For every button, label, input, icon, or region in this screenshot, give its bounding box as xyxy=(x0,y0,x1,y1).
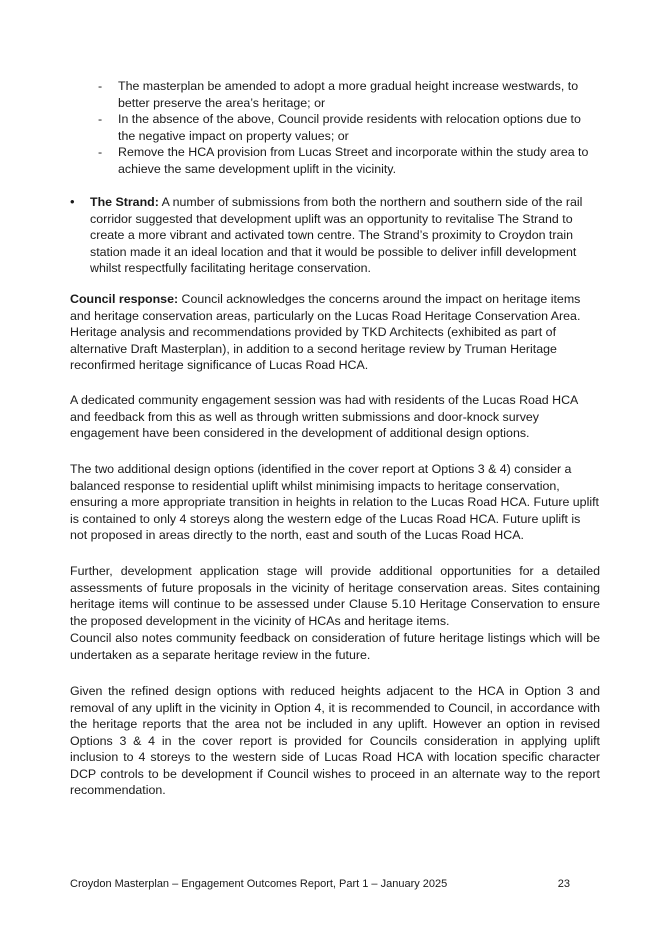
paragraph-development-application: Further, development application stage will provide additional opportunities for a detailed assessments of future proposals in the vicinity of heritage conservation areas. Sites containing heritage items will continue to be assessed under Clause 5.10 Heritage Conservation to ensure the proposed development in the vicinity of HCAs and heritage items. xyxy=(70,564,600,628)
dash-list xyxy=(98,78,598,177)
dash-list-item xyxy=(98,111,598,144)
council-response-heading: Council response: xyxy=(70,292,179,306)
paragraph-heritage-listings: Council also notes community feedback on consideration of future heritage listings which will be undertaken as a separate heritage review in the future. xyxy=(70,631,600,662)
council-response-text: Council acknowledges the concerns around the impact on heritage items and heritage conservation areas, particularly on the Lucas Road Heritage Conservation Area. Heritage analysis and recommendations provided by TKD Architects (exhibited as part of alternative Draft Masterplan), in addition to a second heritage review by Truman Heritage reconfirmed heritage significance of Lucas Road HCA. xyxy=(70,292,581,372)
dash-item-text: Remove the HCA provision from Lucas Street and incorporate within the study area to achieve the same development uplift in the vicinity. xyxy=(118,145,589,176)
paragraph-engagement-session: A dedicated community engagement session was had with residents of the Lucas Road HCA and feedback from this as well as through written submissions and door-knock survey engagement have been considered in the development of additional design options. xyxy=(70,393,578,440)
council-response-paragraph xyxy=(70,291,600,374)
paragraph-recommendation: Given the refined design options with reduced heights adjacent to the HCA in Option 3 and removal of any uplift in the vicinity in Option 4, it is recommended to Council, in accordance with the heritage reports that the area not be included in any uplift. However an option in revised Options 3 & 4 in the cover report is provided for Councils consideration in applying uplift inclusion to 4 storeys to the western side of Lucas Road HCA with location specific character DCP controls to be development if Council wishes to proceed in an alternate way to the report recommendation. xyxy=(70,684,600,797)
bullet-text: A number of submissions from both the northern and southern side of the rail corridor suggested that development uplift was an opportunity to revitalise The Strand to create a more vibrant and activated town centre. The Strand’s proximity to Croydon train station made it an ideal location and that it would be possible to deliver infill development whilst respectfully facilitating heritage conservation. xyxy=(90,195,583,275)
bullet-heading: The Strand: xyxy=(90,195,159,209)
dash-marker: - xyxy=(98,112,103,126)
bullet-marker: • xyxy=(70,194,75,209)
page-number: 23 xyxy=(557,878,570,890)
page-footer xyxy=(70,876,600,893)
dash-item-text: The masterplan be amended to adopt a more gradual height increase westwards, to better preserve the area’s heritage; or xyxy=(118,79,579,110)
dash-item-text: In the absence of the above, Council provide residents with relocation options due to the negative impact on property values; or xyxy=(118,112,581,143)
dash-list-item xyxy=(98,144,598,177)
dash-list-item xyxy=(98,78,598,111)
dash-marker: - xyxy=(98,79,103,93)
paragraph-design-options: The two additional design options (identified in the cover report at Options 3 & 4) consider a balanced response to residential uplift whilst minimising impacts to heritage conservation, ensuring a more appropriate transition in heights in relation to the Lucas Road HCA. Future uplift is contained to only 4 storeys along the western edge of the Lucas Road HCA. Future uplift is not proposed in areas directly to the north, east and south of the Lucas Road HCA. xyxy=(70,462,599,542)
footer-title: Croydon Masterplan – Engagement Outcomes Report, Part 1 – January 2025 xyxy=(70,878,448,890)
bullet-the-strand xyxy=(70,194,600,277)
dash-marker: - xyxy=(98,145,103,159)
bullet-item xyxy=(70,194,600,277)
